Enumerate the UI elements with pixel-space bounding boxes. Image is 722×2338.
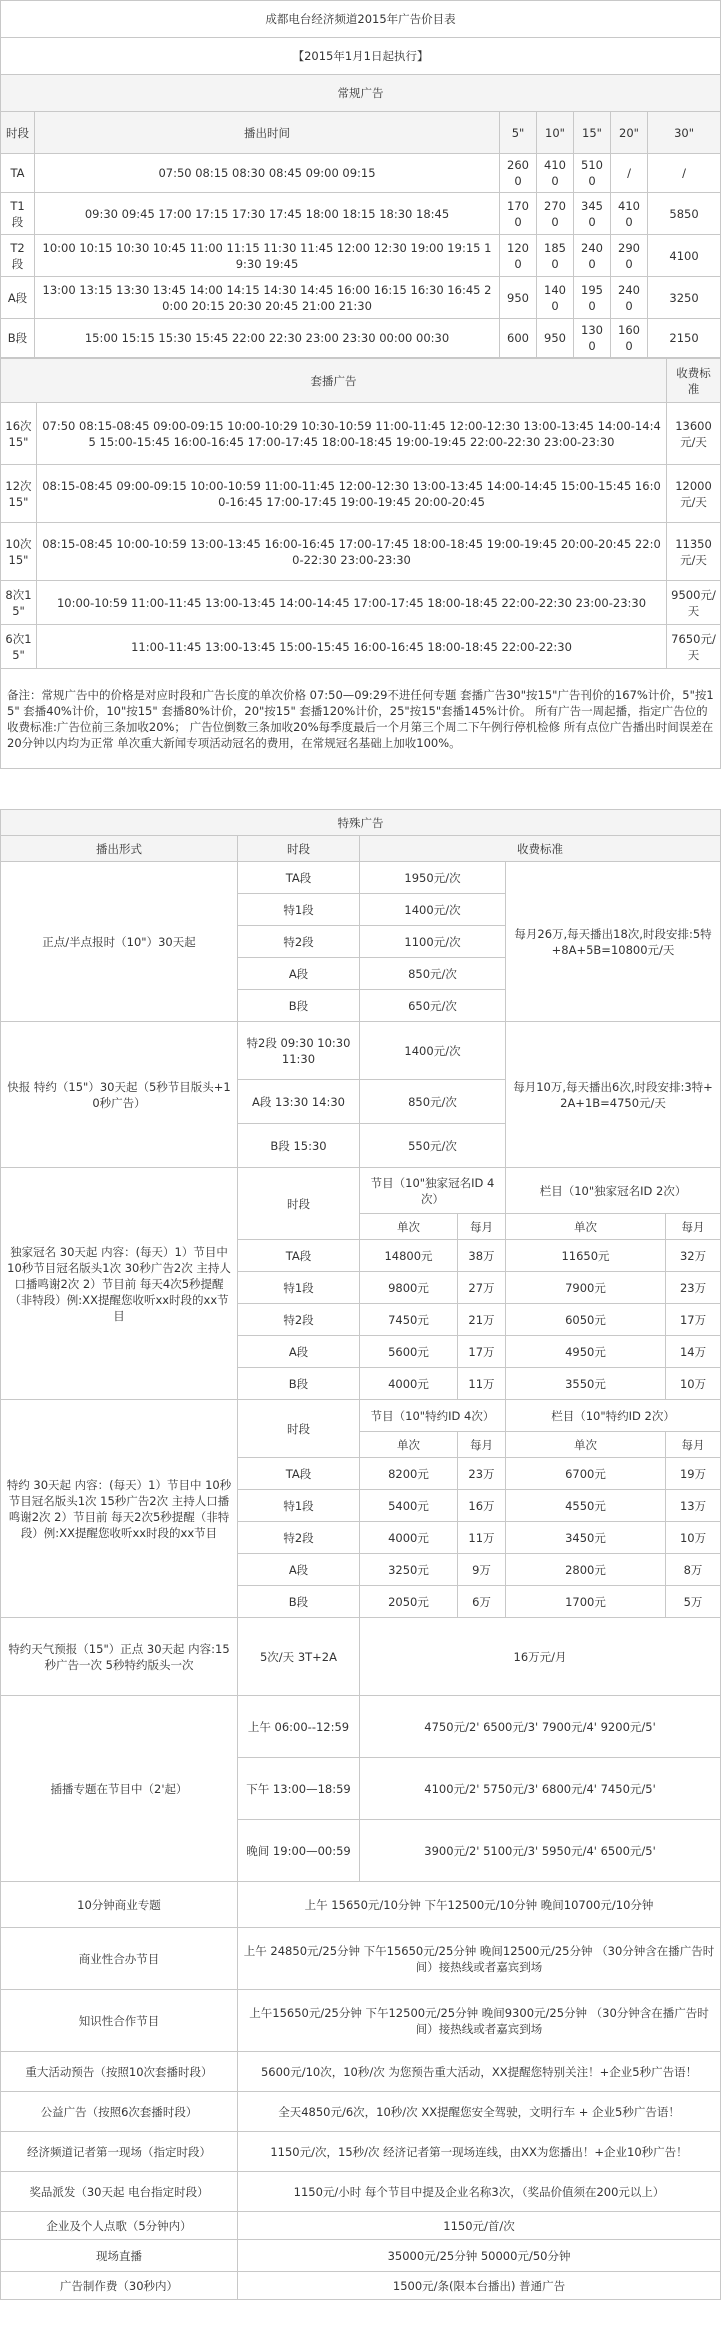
table-row: 6次15" 11:00-11:45 13:00-13:45 15:00-15:45 16:00-16:45 18:00-18:45 22:00-22:30 7650元/天	[1, 625, 721, 669]
col-slot: 时段	[1, 112, 35, 154]
col-15s: 15"	[574, 112, 611, 154]
col-form: 播出形式	[1, 836, 238, 862]
package-note: 备注：常规广告中的价格是对应时段和广告长度的单次价格 07:50—09:29不进任何专题 套播广告30"按15"广告刊价的167%计价，5"按15" 套播40%计价，10"按15" 套播80%计价，20"按15" 套播120%计价，25"按15"套播145%计价。 所有广告一周起播，指定广告位的收费标准:广告位前三条加收20%； 广告位倒数三条加收20%每季度最后一个月第三个周二下午例行停机检修 所有点位广告播出时间误差在20分钟以内均为正常 单次重大新闻专项活动冠名的费用，在常规冠名基础上加收100%。	[1, 669, 721, 769]
package-ad-table	[0, 358, 721, 769]
special-ad-table: 特殊广告 播出形式 时段 收费标准 正点/半点报时（10"）30天起 TA段 1950元/次 每月26万,每天播出18次,时段安排:5特+8A+5B=10800元/天 特1段 1400元/次 特2段 1100元/次 A段 850元/次 B段 650元/次 快报 特约（15"）30天起（5秒节目版头+10秒广告） 特2段 09:30 10:30 11:30 1400元/次 每月10万,每天播出6次,时段安排:3特+2A+1B=4750元/天 A段 13:30 14:30 850元/次 B段 15:30 550元/次 独家冠名 30天起 内容：(每天）1）节目中 10秒节目冠名版头1次 30秒广告2次 主持人口播鸣谢2次 2）节目前 每天4次5秒提醒（非特段）例:XX提醒您收听xx时段的xx节目 时段 节目（10"独家冠名ID 4次） 栏目（10"独家冠名ID 2次） 单次 每月 单次 每月 TA段 14800元 38万 11650元 32万 特1段 9800元 27万 7900元 23万 特2段 7450元 21万 6050元 17万 A段 5600元 17万 4950元 14万 B段 4000元 11万 3550元 10万 特约 30天起 内容：(每天）1）节目中 10秒节目冠名版头1次 15秒广告2次 主持人口播鸣谢2次 2）节目前 每天2次5秒提醒（非特段）例:XX提醒您收听xx时段的xx节目 时段 节目（10"特约ID 4次） 栏目（10"特约ID 2次） 单次 每月 单次 每月 TA段 8200元 23万 6700元 19万 特1段 5400元 16万 4550元 13万 特2段 4000元 11万 3450元 10万 A段 3250元 9万 2800元 8万 B段 2050元 6万 1700元 5万 特约天气预报（15"）正点 30天起 内容:15秒广告一次 5秒特约版头一次 5次/天 3T+2A 16万元/月 插播专题在节目中（2'起） 上午 06:00--12:59 4750元/2' 6500元/3' 7900元/4' 9200元/5' 下午 13:00—18:59 4100元/2' 5750元/3' 6800元/4' 7450元/5' 晚间 19:00—00:59 3900元/2' 5100元/3' 5950元/4' 6500元/5' 10分钟商业专题 上午 15650元/10分钟 下午12500元/10分钟 晚间10700元/10分钟 商业性合办节目 上午 24850元/25分钟 下午15650元/25分钟 晚间12500元/25分钟 （30分钟含在播广告时间）接热线或者嘉宾到场 知识性合作节目 上午15650元/25分钟 下午12500元/25分钟 晚间9300元/25分钟 （30分钟含在播广告时间）接热线或者嘉宾到场 重大活动预告（按照10次套播时段） 5600元/10次，10秒/次 为您预告重大活动，XX提醒您特别关注！+企业5秒广告语！ 公益广告（按照6次套播时段） 全天4850元/6次，10秒/次 XX提醒您安全驾驶，文明行车 + 企业5秒广告语！ 经济频道记者第一现场（指定时段） 1150元/次，15秒/次 经济记者第一现场连线，由XX为您播出！+企业10秒广告！ 奖品派发（30天起 电台指定时段） 1150元/小时 每个节目中提及企业名称3次，（奖品价值须在200元以上） 企业及个人点歌（5分钟内） 1150元/首/次 现场直播 35000元/25分钟 50000元/50分钟 广告制作费（30秒内） 1500元/条(限本台播出) 普通广告	[0, 809, 721, 2300]
col-5s: 5"	[500, 112, 537, 154]
col-20s: 20"	[611, 112, 648, 154]
effective-date: 【2015年1月1日起执行】	[1, 38, 721, 75]
special-section-title: 特殊广告	[1, 810, 721, 836]
col-time: 播出时间	[35, 112, 500, 154]
table-row: A段 13:00 13:15 13:30 13:45 14:00 14:15 14:30 14:45 16:00 16:15 16:30 16:45 20:00 20:15 20:30 20:45 21:00 21:30 950 1400 1950 2400 3250	[1, 277, 721, 319]
package-header: 套播广告	[1, 359, 667, 403]
doc-title: 成都电台经济频道2015年广告价目表	[1, 1, 721, 38]
col-price: 收费标准	[360, 836, 721, 862]
col-30s: 30"	[648, 112, 721, 154]
col-slot: 时段	[238, 836, 360, 862]
regular-ad-table	[0, 0, 721, 358]
table-row: 10次15" 08:15-08:45 10:00-10:59 13:00-13:45 16:00-16:45 17:00-17:45 18:00-18:45 19:00-19:45 20:00-20:45 22:00-22:30 23:00-23:30 11350元/天	[1, 523, 721, 581]
table-row: 16次15" 07:50 08:15-08:45 09:00-09:15 10:00-10:29 10:30-10:59 11:00-11:45 12:00-12:30 13:00-13:45 14:00-14:45 15:00-15:45 16:00-16:45 17:00-17:45 18:00-18:45 19:00-19:45 22:00-22:30 23:00-23:30 13600元/天	[1, 403, 721, 465]
table-row: 8次15" 10:00-10:59 11:00-11:45 13:00-13:45 14:00-14:45 17:00-17:45 18:00-18:45 22:00-22:30 23:00-23:30 9500元/天	[1, 581, 721, 625]
table-row: TA 07:50 08:15 08:30 08:45 09:00 09:15 2600 4100 5100 / /	[1, 154, 721, 193]
table-row: T1段 09:30 09:45 17:00 17:15 17:30 17:45 18:00 18:15 18:30 18:45 1700 2700 3450 4100 5850	[1, 193, 721, 235]
section-gap	[0, 769, 720, 809]
table-row: T2段 10:00 10:15 10:30 10:45 11:00 11:15 11:30 11:45 12:00 12:30 19:00 19:15 19:30 19:45 1200 1850 2400 2900 4100	[1, 235, 721, 277]
table-row: B段 15:00 15:15 15:30 15:45 22:00 22:30 23:00 23:30 00:00 00:30 600 950 1300 1600 2150	[1, 319, 721, 358]
col-10s: 10"	[537, 112, 574, 154]
table-row: 12次15" 08:15-08:45 09:00-09:15 10:00-10:59 11:00-11:45 12:00-12:30 13:00-13:45 14:00-14:45 15:00-15:45 16:00-16:45 17:00-17:45 19:00-19:45 20:00-20:45 12000元/天	[1, 465, 721, 523]
regular-section-title: 常规广告	[1, 75, 721, 112]
price-header: 收费标准	[667, 359, 721, 403]
